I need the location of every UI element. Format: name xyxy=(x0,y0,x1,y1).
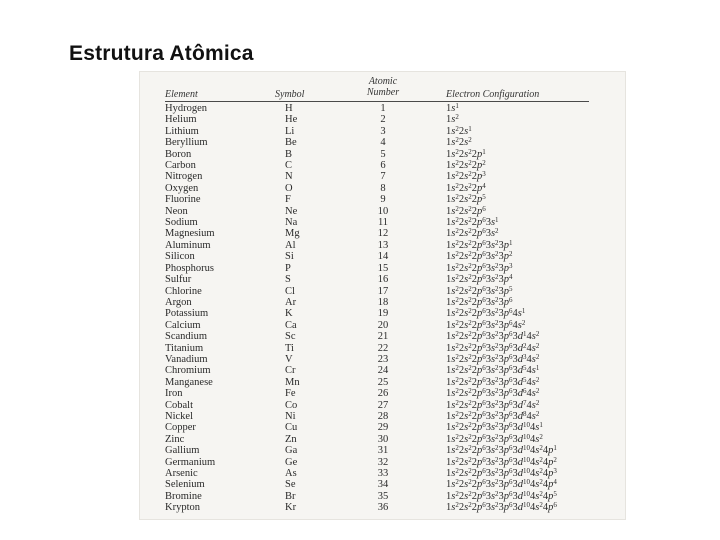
cell-atomic-number: 26 xyxy=(377,388,389,400)
table-row xyxy=(165,228,589,239)
cell-atomic-number: 2 xyxy=(380,114,386,126)
cell-element: Titanium xyxy=(165,342,204,354)
table-row xyxy=(165,160,589,171)
cell-element: Fluorine xyxy=(165,194,201,206)
cell-atomic-number: 15 xyxy=(377,262,389,274)
table-row xyxy=(165,263,589,274)
cell-electron-configuration: $1s^22s^22p^2$ xyxy=(446,159,486,172)
table-row xyxy=(165,126,589,137)
cell-atomic-number: 19 xyxy=(377,308,389,320)
cell-symbol: Se xyxy=(285,479,296,491)
cell-atomic-number: 20 xyxy=(377,319,389,331)
table-row xyxy=(165,274,589,285)
cell-symbol: Li xyxy=(285,125,295,137)
table-row xyxy=(165,251,589,262)
cell-symbol: Sc xyxy=(285,331,296,343)
cell-atomic-number: 14 xyxy=(377,251,389,263)
table-row xyxy=(165,149,589,160)
cell-symbol: Ca xyxy=(285,319,297,331)
cell-element: Selenium xyxy=(165,479,205,491)
cell-symbol: Al xyxy=(285,239,296,251)
cell-electron-configuration: $1s^1$ xyxy=(446,102,459,114)
cell-atomic-number: 10 xyxy=(377,205,389,217)
table-row xyxy=(165,103,589,114)
cell-element: Manganese xyxy=(165,376,213,388)
cell-element: Potassium xyxy=(165,308,209,320)
cell-electron-configuration: $1s^2$ xyxy=(446,113,459,126)
cell-element: Bromine xyxy=(165,490,202,502)
cell-electron-configuration: $1s^22s^22p^63s^23p^63d^54s^1$ xyxy=(446,364,540,377)
cell-element: Chlorine xyxy=(165,285,202,297)
cell-symbol: Cl xyxy=(285,285,295,297)
cell-symbol: Ga xyxy=(285,445,298,457)
cell-symbol: Ne xyxy=(285,205,298,217)
cell-symbol: Si xyxy=(285,251,294,263)
cell-electron-configuration: $1s^22s^22p^63s^23p^2$ xyxy=(446,250,513,263)
cell-electron-configuration: $1s^22s^22p^63s^23p^4$ xyxy=(446,273,513,286)
cell-element: Vanadium xyxy=(165,353,208,365)
cell-symbol: Mn xyxy=(285,376,300,388)
table-row xyxy=(165,308,589,319)
cell-atomic-number: 3 xyxy=(380,125,386,137)
cell-element: Lithium xyxy=(165,125,199,137)
cell-element: Silicon xyxy=(165,251,195,263)
cell-element: Aluminum xyxy=(165,239,211,251)
cell-electron-configuration: $1s^22s^22p^63s^2$ xyxy=(446,227,499,240)
cell-symbol: Na xyxy=(285,217,298,229)
cell-symbol: C xyxy=(285,160,293,172)
cell-symbol: V xyxy=(285,353,293,365)
cell-atomic-number: 27 xyxy=(377,399,389,411)
cell-atomic-number: 12 xyxy=(377,228,389,240)
header-atomic-number-line2: Number xyxy=(366,87,400,98)
cell-element: Zinc xyxy=(165,433,185,445)
cell-symbol: Br xyxy=(285,490,296,502)
cell-element: Cobalt xyxy=(165,399,193,411)
cell-atomic-number: 35 xyxy=(377,490,389,502)
header-element: Element xyxy=(165,89,198,100)
cell-symbol: He xyxy=(285,114,298,126)
cell-electron-configuration: $1s^22s^22p^63s^23p^5$ xyxy=(446,284,513,297)
cell-electron-configuration: $1s^22s^22p^63s^23p^64s^1$ xyxy=(446,307,526,320)
cell-symbol: Co xyxy=(285,399,298,411)
cell-atomic-number: 34 xyxy=(377,479,389,491)
cell-element: Sodium xyxy=(165,217,198,229)
cell-electron-configuration: $1s^22s^22p^63s^23p^63d^{10}4s^1$ xyxy=(446,421,543,434)
cell-electron-configuration: $1s^22s^22p^63s^23p^64s^2$ xyxy=(446,318,526,331)
cell-symbol: B xyxy=(285,148,293,160)
cell-element: Helium xyxy=(165,114,197,126)
cell-atomic-number: 1 xyxy=(380,103,386,114)
cell-element: Neon xyxy=(165,205,188,217)
table-row xyxy=(165,206,589,217)
cell-atomic-number: 32 xyxy=(377,456,389,468)
cell-element: Copper xyxy=(165,422,196,434)
cell-atomic-number: 21 xyxy=(377,331,389,343)
cell-atomic-number: 17 xyxy=(377,285,389,297)
cell-electron-configuration: $1s^22s^22p^3$ xyxy=(446,170,486,183)
table-row xyxy=(165,114,589,125)
cell-atomic-number: 22 xyxy=(377,342,389,354)
cell-atomic-number: 31 xyxy=(377,445,389,457)
cell-symbol: Be xyxy=(285,137,297,149)
cell-electron-configuration: $1s^22s^22p^63s^23p^63d^64s^2$ xyxy=(446,387,540,400)
cell-electron-configuration: $1s^22s^1$ xyxy=(446,124,472,137)
cell-electron-configuration: $1s^22s^22p^63s^23p^1$ xyxy=(446,238,513,251)
header-symbol: Symbol xyxy=(275,89,305,100)
cell-electron-configuration: $1s^22s^22p^63s^23p^63d^74s^2$ xyxy=(446,398,540,411)
electron-configuration-table-image xyxy=(139,71,626,520)
cell-atomic-number: 18 xyxy=(377,296,389,308)
cell-symbol: Ti xyxy=(285,342,294,354)
cell-element: Hydrogen xyxy=(165,103,207,114)
cell-element: Argon xyxy=(165,296,192,308)
electron-configuration-table xyxy=(165,76,589,514)
table-row xyxy=(165,171,589,182)
cell-electron-configuration: $1s^22s^22p^63s^23p^63d^{10}4s^24p^4$ xyxy=(446,478,557,491)
cell-element: Gallium xyxy=(165,445,200,457)
cell-symbol: N xyxy=(285,171,293,183)
cell-element: Chromium xyxy=(165,365,211,377)
cell-symbol: Kr xyxy=(285,502,297,514)
cell-atomic-number: 30 xyxy=(377,433,389,445)
cell-symbol: H xyxy=(285,103,293,114)
cell-element: Arsenic xyxy=(165,468,198,479)
cell-electron-configuration: $1s^22s^22p^63s^23p^63d^34s^2$ xyxy=(446,352,540,365)
cell-symbol: Cu xyxy=(285,422,298,434)
cell-element: Carbon xyxy=(165,160,196,172)
table-header xyxy=(165,76,585,100)
cell-electron-configuration: $1s^22s^22p^5$ xyxy=(446,193,486,206)
cell-symbol: As xyxy=(285,468,297,479)
cell-electron-configuration: $1s^22s^22p^63s^23p^63d^{10}4s^24p^5$ xyxy=(446,489,557,502)
table-row xyxy=(165,297,589,308)
cell-electron-configuration: $1s^22s^22p^63s^23p^63d^54s^2$ xyxy=(446,375,540,388)
cell-electron-configuration: $1s^22s^22p^63s^23p^3$ xyxy=(446,261,513,274)
cell-atomic-number: 5 xyxy=(380,148,386,160)
cell-element: Krypton xyxy=(165,502,200,514)
cell-atomic-number: 24 xyxy=(377,365,389,377)
cell-atomic-number: 36 xyxy=(377,502,389,514)
table-body xyxy=(165,103,589,514)
cell-symbol: K xyxy=(285,308,293,320)
table-row xyxy=(165,240,589,251)
cell-symbol: P xyxy=(285,262,291,274)
cell-electron-configuration: $1s^22s^22p^63s^23p^63d^{10}4s^24p^6$ xyxy=(446,501,557,514)
slide-title: Estrutura Atômica xyxy=(69,42,254,65)
cell-atomic-number: 4 xyxy=(380,137,386,149)
cell-electron-configuration: $1s^22s^22p^4$ xyxy=(446,181,486,194)
cell-element: Phosphorus xyxy=(165,262,215,274)
cell-electron-configuration: $1s^22s^22p^63s^23p^63d^{10}4s^24p^2$ xyxy=(446,455,557,468)
cell-electron-configuration: $1s^22s^22p^63s^1$ xyxy=(446,216,499,229)
header-atomic-number xyxy=(360,76,406,98)
cell-electron-configuration: $1s^22s^22p^63s^23p^6$ xyxy=(446,295,513,308)
cell-element: Scandium xyxy=(165,331,207,343)
cell-atomic-number: 29 xyxy=(377,422,389,434)
cell-atomic-number: 9 xyxy=(380,194,386,206)
header-electron-configuration: Electron Configuration xyxy=(446,89,540,100)
table-row xyxy=(165,217,589,228)
cell-atomic-number: 13 xyxy=(377,239,389,251)
cell-atomic-number: 23 xyxy=(377,353,389,365)
cell-electron-configuration: $1s^22s^2$ xyxy=(446,136,472,149)
header-rule xyxy=(165,101,589,102)
cell-atomic-number: 6 xyxy=(380,160,386,172)
cell-symbol: Cr xyxy=(285,365,296,377)
cell-element: Nickel xyxy=(165,410,193,422)
cell-symbol: Fe xyxy=(285,388,296,400)
cell-element: Calcium xyxy=(165,319,201,331)
cell-symbol: Mg xyxy=(285,228,300,240)
cell-symbol: Ar xyxy=(285,296,297,308)
cell-element: Nitrogen xyxy=(165,171,203,183)
cell-atomic-number: 7 xyxy=(380,171,386,183)
cell-atomic-number: 8 xyxy=(380,182,386,194)
table-row xyxy=(165,137,589,148)
cell-element: Sulfur xyxy=(165,274,192,286)
cell-symbol: Ni xyxy=(285,410,296,422)
cell-element: Magnesium xyxy=(165,228,215,240)
cell-electron-configuration: $1s^22s^22p^63s^23p^63d^{10}4s^24p^3$ xyxy=(446,467,557,479)
cell-symbol: S xyxy=(285,274,291,286)
cell-electron-configuration: $1s^22s^22p^63s^23p^63d^14s^2$ xyxy=(446,330,540,343)
cell-electron-configuration: $1s^22s^22p^63s^23p^63d^{10}4s^24p^1$ xyxy=(446,444,557,457)
table-row xyxy=(165,194,589,205)
cell-atomic-number: 28 xyxy=(377,410,389,422)
table-row xyxy=(165,183,589,194)
cell-electron-configuration: $1s^22s^22p^6$ xyxy=(446,204,486,217)
cell-atomic-number: 33 xyxy=(377,468,389,479)
cell-symbol: Zn xyxy=(285,433,297,445)
header-atomic-number-line1: Atomic xyxy=(368,76,398,87)
cell-element: Beryllium xyxy=(165,137,208,149)
cell-atomic-number: 16 xyxy=(377,274,389,286)
cell-electron-configuration: $1s^22s^22p^63s^23p^63d^24s^2$ xyxy=(446,341,540,354)
table-row xyxy=(165,286,589,297)
cell-atomic-number: 11 xyxy=(377,217,389,229)
cell-electron-configuration: $1s^22s^22p^63s^23p^63d^{10}4s^2$ xyxy=(446,432,543,445)
cell-symbol: Ge xyxy=(285,456,298,468)
cell-electron-configuration: $1s^22s^22p^63s^23p^63d^84s^2$ xyxy=(446,409,540,422)
table-row xyxy=(165,502,589,513)
cell-electron-configuration: $1s^22s^22p^1$ xyxy=(446,147,486,160)
cell-element: Iron xyxy=(165,388,183,400)
cell-element: Germanium xyxy=(165,456,216,468)
cell-symbol: O xyxy=(285,182,293,194)
cell-symbol: F xyxy=(285,194,291,206)
cell-atomic-number: 25 xyxy=(377,376,389,388)
cell-element: Boron xyxy=(165,148,192,160)
cell-element: Oxygen xyxy=(165,182,199,194)
